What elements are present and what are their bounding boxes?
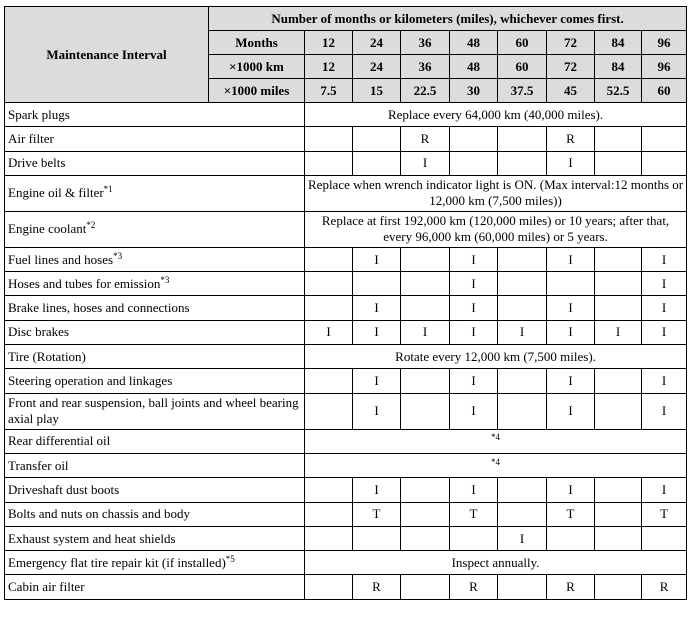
header-value: 48 xyxy=(450,31,498,55)
interval-mark xyxy=(401,526,450,550)
interval-mark xyxy=(595,478,642,502)
table-row xyxy=(5,502,687,526)
header-value: 96 xyxy=(642,55,687,79)
interval-span-heading: Number of months or kilometers (miles), whichever comes first. xyxy=(209,7,687,31)
header-value: 12 xyxy=(305,55,353,79)
interval-mark xyxy=(642,127,687,151)
item-label-text: Driveshaft dust boots xyxy=(8,481,120,497)
item-label xyxy=(5,551,305,575)
interval-mark xyxy=(547,272,595,296)
item-label xyxy=(5,393,305,429)
interval-note: Replace every 64,000 km (40,000 miles). xyxy=(305,103,687,127)
table-row xyxy=(5,478,687,502)
interval-mark xyxy=(595,272,642,296)
header-value: 52.5 xyxy=(595,79,642,103)
interval-mark xyxy=(450,151,498,175)
footnote-ref: *3 xyxy=(113,250,123,261)
table-row xyxy=(5,103,687,127)
item-label-text: Rear differential oil xyxy=(8,433,111,449)
table-row xyxy=(5,272,687,296)
interval-mark xyxy=(498,296,547,320)
interval-mark: I xyxy=(353,393,401,429)
header-value: 24 xyxy=(353,55,401,79)
item-label xyxy=(5,345,305,369)
interval-mark xyxy=(401,478,450,502)
interval-mark xyxy=(595,502,642,526)
item-label-text: Spark plugs xyxy=(8,106,70,122)
interval-note: Inspect annually. xyxy=(305,551,687,575)
table-row xyxy=(5,345,687,369)
table-row xyxy=(5,526,687,550)
interval-mark xyxy=(498,272,547,296)
interval-mark: I xyxy=(547,320,595,344)
interval-mark xyxy=(401,296,450,320)
interval-mark xyxy=(401,272,450,296)
interval-note: Replace at first 192,000 km (120,000 miles) or 10 years; after that, every 96,000 km (60,000 miles) or 5 years. xyxy=(305,211,687,247)
interval-mark: T xyxy=(353,502,401,526)
header-value: 12 xyxy=(305,31,353,55)
item-label xyxy=(5,429,305,453)
interval-mark: I xyxy=(353,296,401,320)
table-row xyxy=(5,320,687,344)
header-value: 36 xyxy=(401,55,450,79)
item-label-text: Transfer oil xyxy=(8,457,69,473)
interval-mark: I xyxy=(642,478,687,502)
interval-mark xyxy=(642,151,687,175)
interval-mark xyxy=(498,127,547,151)
interval-mark xyxy=(595,296,642,320)
item-label xyxy=(5,296,305,320)
interval-mark xyxy=(305,127,353,151)
interval-mark xyxy=(595,127,642,151)
item-label xyxy=(5,453,305,477)
interval-mark: I xyxy=(353,478,401,502)
interval-mark xyxy=(595,526,642,550)
interval-mark xyxy=(498,478,547,502)
interval-mark xyxy=(353,272,401,296)
header-value: 60 xyxy=(498,31,547,55)
item-label-text: Cabin air filter xyxy=(8,579,85,595)
item-label xyxy=(5,526,305,550)
item-label xyxy=(5,369,305,393)
item-label xyxy=(5,103,305,127)
interval-mark xyxy=(595,575,642,599)
header-value: 36 xyxy=(401,31,450,55)
interval-mark: I xyxy=(450,247,498,271)
interval-mark: T xyxy=(450,502,498,526)
interval-note xyxy=(305,429,687,453)
header-value: 60 xyxy=(642,79,687,103)
footnote-ref: *4 xyxy=(491,456,501,467)
header-row-label: Months xyxy=(209,31,305,55)
item-label-text: Engine coolant xyxy=(8,221,87,237)
item-label xyxy=(5,478,305,502)
interval-mark: R xyxy=(642,575,687,599)
header-value: 96 xyxy=(642,31,687,55)
interval-mark xyxy=(498,247,547,271)
interval-mark xyxy=(401,393,450,429)
header-value: 15 xyxy=(353,79,401,103)
item-label xyxy=(5,175,305,211)
interval-mark: I xyxy=(401,320,450,344)
item-label-text: Steering operation and linkages xyxy=(8,373,173,389)
interval-mark: I xyxy=(353,369,401,393)
item-label-text: Emergency flat tire repair kit (if installed) xyxy=(8,554,226,570)
interval-note: Rotate every 12,000 km (7,500 miles). xyxy=(305,345,687,369)
interval-mark xyxy=(305,393,353,429)
interval-mark xyxy=(498,502,547,526)
item-label-text: Disc brakes xyxy=(8,324,70,340)
header-value: 48 xyxy=(450,55,498,79)
interval-mark: I xyxy=(642,369,687,393)
interval-mark: I xyxy=(547,478,595,502)
header-value: 84 xyxy=(595,31,642,55)
table-row xyxy=(5,369,687,393)
interval-mark: I xyxy=(547,151,595,175)
table-row xyxy=(5,393,687,429)
item-label xyxy=(5,502,305,526)
item-label xyxy=(5,272,305,296)
interval-mark xyxy=(642,526,687,550)
interval-mark: I xyxy=(450,272,498,296)
interval-mark xyxy=(498,575,547,599)
table-header xyxy=(5,7,687,103)
item-label-text: Drive belts xyxy=(8,155,66,171)
interval-mark xyxy=(498,369,547,393)
item-label-text: Brake lines, hoses and connections xyxy=(8,300,190,316)
interval-mark: I xyxy=(353,320,401,344)
interval-mark: I xyxy=(353,247,401,271)
table-row xyxy=(5,551,687,575)
header-value: 60 xyxy=(498,55,547,79)
interval-mark xyxy=(305,272,353,296)
header-value: 24 xyxy=(353,31,401,55)
interval-mark xyxy=(595,247,642,271)
interval-mark: T xyxy=(642,502,687,526)
interval-mark: I xyxy=(595,320,642,344)
table-row xyxy=(5,151,687,175)
interval-mark xyxy=(305,247,353,271)
item-label xyxy=(5,127,305,151)
table-row xyxy=(5,175,687,211)
interval-note: Replace when wrench indicator light is ON. (Max interval:12 months or 12,000 km (7,500 miles)) xyxy=(305,175,687,211)
interval-mark: I xyxy=(547,247,595,271)
interval-mark xyxy=(595,393,642,429)
table-row xyxy=(5,247,687,271)
interval-mark: I xyxy=(498,526,547,550)
interval-mark xyxy=(305,369,353,393)
interval-mark: I xyxy=(450,393,498,429)
interval-note xyxy=(305,453,687,477)
interval-mark xyxy=(305,151,353,175)
interval-mark xyxy=(547,526,595,550)
item-label-text: Engine oil & filter xyxy=(8,185,104,201)
footnote-ref: *3 xyxy=(160,274,170,285)
interval-mark: I xyxy=(642,272,687,296)
item-label xyxy=(5,575,305,599)
interval-mark xyxy=(401,247,450,271)
interval-mark: I xyxy=(450,478,498,502)
item-label xyxy=(5,211,305,247)
header-row-label: ×1000 km xyxy=(209,55,305,79)
header-value: 37.5 xyxy=(498,79,547,103)
interval-mark xyxy=(305,502,353,526)
interval-mark xyxy=(498,151,547,175)
table-row xyxy=(5,296,687,320)
interval-mark: I xyxy=(642,320,687,344)
item-label-text: Fuel lines and hoses xyxy=(8,251,114,267)
interval-mark xyxy=(401,369,450,393)
item-label-text: Bolts and nuts on chassis and body xyxy=(8,506,190,522)
interval-mark: R xyxy=(353,575,401,599)
table-row xyxy=(5,575,687,599)
item-label-text: Tire (Rotation) xyxy=(8,348,86,364)
interval-mark: I xyxy=(642,247,687,271)
table-row xyxy=(5,127,687,151)
interval-mark xyxy=(305,526,353,550)
footnote-ref: *5 xyxy=(225,553,235,564)
interval-mark: I xyxy=(450,320,498,344)
item-label xyxy=(5,151,305,175)
header-row-label: ×1000 miles xyxy=(209,79,305,103)
interval-mark xyxy=(401,502,450,526)
header-value: 72 xyxy=(547,31,595,55)
interval-mark xyxy=(401,575,450,599)
header-value: 72 xyxy=(547,55,595,79)
header-value: 7.5 xyxy=(305,79,353,103)
interval-mark xyxy=(353,127,401,151)
interval-mark: I xyxy=(642,296,687,320)
interval-mark: I xyxy=(450,296,498,320)
maintenance-interval-heading: Maintenance Interval xyxy=(5,7,209,103)
item-label xyxy=(5,247,305,271)
interval-mark: R xyxy=(450,575,498,599)
table-body xyxy=(5,103,687,600)
item-label-text: Air filter xyxy=(8,130,54,146)
interval-mark: I xyxy=(547,296,595,320)
header-value: 30 xyxy=(450,79,498,103)
interval-mark xyxy=(305,478,353,502)
interval-mark xyxy=(305,575,353,599)
item-label-text: Hoses and tubes for emission xyxy=(8,275,161,291)
header-value: 45 xyxy=(547,79,595,103)
table-row xyxy=(5,453,687,477)
interval-mark: R xyxy=(547,127,595,151)
interval-mark: T xyxy=(547,502,595,526)
header-value: 22.5 xyxy=(401,79,450,103)
interval-mark xyxy=(450,526,498,550)
item-label-text: Front and rear suspension, ball joints and wheel bearing axial play xyxy=(8,395,299,427)
interval-mark xyxy=(305,296,353,320)
interval-mark xyxy=(498,393,547,429)
interval-mark xyxy=(450,127,498,151)
interval-mark: I xyxy=(547,393,595,429)
interval-mark: I xyxy=(401,151,450,175)
interval-mark: I xyxy=(305,320,353,344)
interval-mark xyxy=(595,151,642,175)
table-row xyxy=(5,211,687,247)
interval-mark: I xyxy=(642,393,687,429)
footnote-ref: *2 xyxy=(86,220,96,231)
interval-mark xyxy=(353,526,401,550)
table-row xyxy=(5,429,687,453)
interval-mark: R xyxy=(401,127,450,151)
interval-mark: I xyxy=(450,369,498,393)
item-label-text: Exhaust system and heat shields xyxy=(8,530,176,546)
footnote-ref: *4 xyxy=(491,432,501,443)
interval-mark: I xyxy=(547,369,595,393)
interval-mark xyxy=(353,151,401,175)
interval-mark: R xyxy=(547,575,595,599)
footnote-ref: *1 xyxy=(103,184,113,195)
interval-mark xyxy=(595,369,642,393)
maintenance-schedule-table xyxy=(4,6,687,600)
header-value: 84 xyxy=(595,55,642,79)
interval-mark: I xyxy=(498,320,547,344)
item-label xyxy=(5,320,305,344)
